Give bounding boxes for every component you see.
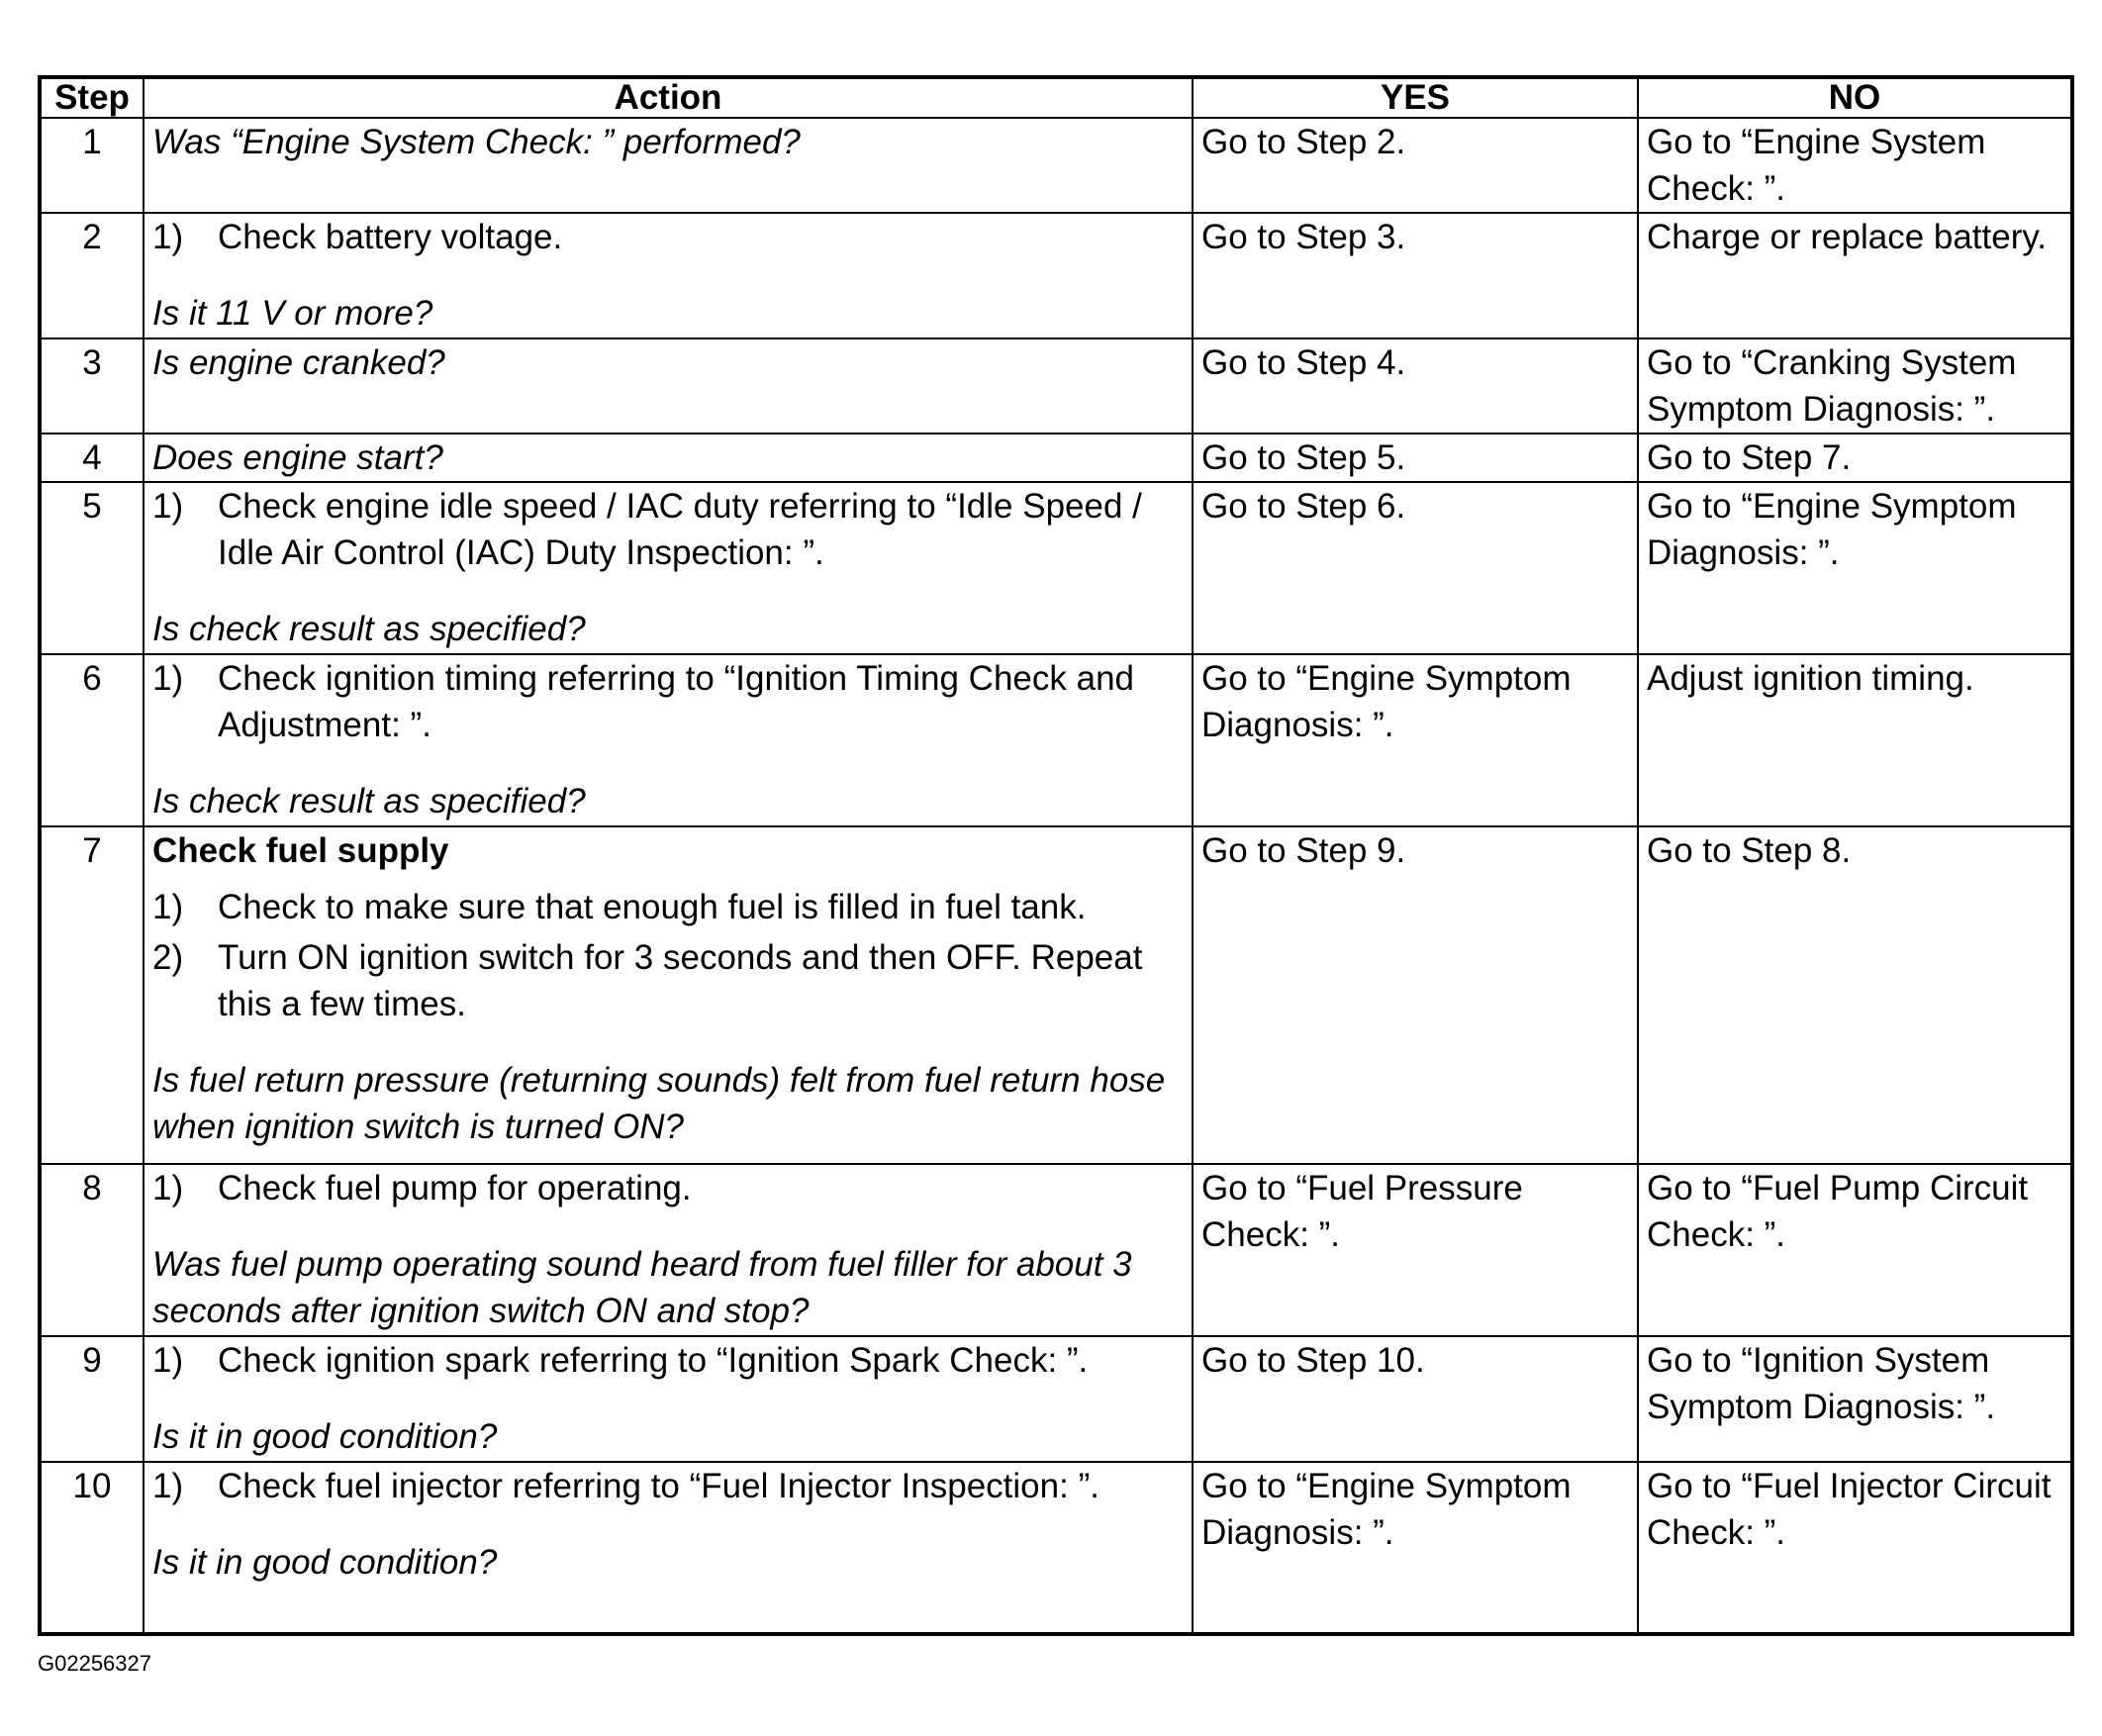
action-question: Is check result as specified? xyxy=(152,782,586,820)
action-question: Is it in good condition? xyxy=(152,1417,498,1456)
no-result: Go to “Fuel Pump Circuit Check: ”. xyxy=(1638,1164,2072,1336)
action-item-text: Check fuel pump for operating. xyxy=(218,1169,692,1207)
action-cell xyxy=(143,1336,1193,1462)
action-question: Is it in good condition? xyxy=(152,1543,498,1582)
yes-result: Go to Step 5. xyxy=(1193,434,1638,482)
action-item-text: Check to make sure that enough fuel is filled in fuel tank. xyxy=(218,888,1087,926)
table-row xyxy=(40,1462,2072,1634)
action-item-number: 1) xyxy=(152,1341,184,1380)
figure-id: G02256327 xyxy=(38,1651,151,1676)
action-item xyxy=(152,1337,1184,1384)
action-item xyxy=(152,934,1184,1027)
action-item-number: 1) xyxy=(152,1467,184,1505)
table-body xyxy=(40,118,2072,1634)
action-cell xyxy=(143,1462,1193,1634)
yes-result: Go to Step 10. xyxy=(1193,1336,1638,1462)
action-cell xyxy=(143,338,1193,434)
action-item xyxy=(152,1463,1184,1509)
action-item-text: Check engine idle speed / IAC duty referring to “Idle Speed / Idle Air Control (IAC) Duty Inspection: ”. xyxy=(218,487,1142,572)
table-row xyxy=(40,654,2072,826)
action-cell xyxy=(143,213,1193,338)
no-result: Go to “Ignition System Symptom Diagnosis: ”. xyxy=(1638,1336,2072,1462)
header-step: Step xyxy=(40,77,143,118)
action-item-text: Check ignition timing referring to “Ignition Timing Check and Adjustment: ”. xyxy=(218,659,1134,744)
step-number: 8 xyxy=(40,1164,143,1336)
action-item-text: Check battery voltage. xyxy=(218,218,563,256)
action-title: Check fuel supply xyxy=(152,831,449,870)
step-number: 3 xyxy=(40,338,143,434)
action-question: Does engine start? xyxy=(152,438,443,477)
action-item-text: Check ignition spark referring to “Ignition Spark Check: ”. xyxy=(218,1341,1089,1380)
action-item xyxy=(152,483,1184,576)
table-row xyxy=(40,482,2072,654)
action-question: Is engine cranked? xyxy=(152,343,445,382)
header-action: Action xyxy=(143,77,1193,118)
action-item-number: 2) xyxy=(152,938,184,977)
yes-result: Go to Step 9. xyxy=(1193,826,1638,1164)
step-number: 10 xyxy=(40,1462,143,1634)
table-row xyxy=(40,118,2072,213)
no-result: Go to “Cranking System Symptom Diagnosis: ”. xyxy=(1638,338,2072,434)
action-question: Was fuel pump operating sound heard from fuel filler for about 3 seconds after ignition switch ON and stop? xyxy=(152,1245,1132,1330)
yes-result: Go to Step 6. xyxy=(1193,482,1638,654)
table-row xyxy=(40,338,2072,434)
yes-result: Go to Step 2. xyxy=(1193,118,1638,213)
yes-result: Go to “Engine Symptom Diagnosis: ”. xyxy=(1193,1462,1638,1634)
action-cell xyxy=(143,482,1193,654)
action-item xyxy=(152,884,1184,930)
yes-result: Go to “Engine Symptom Diagnosis: ”. xyxy=(1193,654,1638,826)
action-item-number: 1) xyxy=(152,659,184,698)
table-row xyxy=(40,213,2072,338)
action-item xyxy=(152,214,1184,260)
action-cell xyxy=(143,654,1193,826)
step-number: 7 xyxy=(40,826,143,1164)
table-row xyxy=(40,1336,2072,1462)
action-question: Is fuel return pressure (returning sounds) felt from fuel return hose when ignition switch is turned ON? xyxy=(152,1061,1166,1146)
action-item-number: 1) xyxy=(152,487,184,526)
header-no: NO xyxy=(1638,77,2072,118)
table-row xyxy=(40,434,2072,482)
action-item-text: Turn ON ignition switch for 3 seconds and then OFF. Repeat this a few times. xyxy=(218,938,1143,1023)
no-result: Charge or replace battery. xyxy=(1638,213,2072,338)
diagnostic-table xyxy=(38,75,2074,1636)
action-item xyxy=(152,1165,1184,1211)
action-item-text: Check fuel injector referring to “Fuel Injector Inspection: ”. xyxy=(218,1467,1099,1505)
no-result: Go to Step 7. xyxy=(1638,434,2072,482)
yes-result: Go to “Fuel Pressure Check: ”. xyxy=(1193,1164,1638,1336)
header-yes: YES xyxy=(1193,77,1638,118)
action-cell xyxy=(143,434,1193,482)
action-question: Was “Engine System Check: ” performed? xyxy=(152,123,801,161)
action-cell xyxy=(143,118,1193,213)
step-number: 4 xyxy=(40,434,143,482)
no-result: Go to Step 8. xyxy=(1638,826,2072,1164)
action-item-number: 1) xyxy=(152,888,184,926)
no-result: Go to “Engine Symptom Diagnosis: ”. xyxy=(1638,482,2072,654)
header-row xyxy=(40,77,2072,118)
action-cell xyxy=(143,826,1193,1164)
action-item-number: 1) xyxy=(152,218,184,256)
action-cell xyxy=(143,1164,1193,1336)
step-number: 1 xyxy=(40,118,143,213)
step-number: 2 xyxy=(40,213,143,338)
yes-result: Go to Step 3. xyxy=(1193,213,1638,338)
table-row xyxy=(40,826,2072,1164)
table-row xyxy=(40,1164,2072,1336)
action-item xyxy=(152,655,1184,748)
step-number: 9 xyxy=(40,1336,143,1462)
action-item-number: 1) xyxy=(152,1169,184,1207)
no-result: Go to “Engine System Check: ”. xyxy=(1638,118,2072,213)
yes-result: Go to Step 4. xyxy=(1193,338,1638,434)
step-number: 6 xyxy=(40,654,143,826)
action-question: Is it 11 V or more? xyxy=(152,294,433,333)
step-number: 5 xyxy=(40,482,143,654)
no-result: Go to “Fuel Injector Circuit Check: ”. xyxy=(1638,1462,2072,1634)
action-question: Is check result as specified? xyxy=(152,610,586,648)
no-result: Adjust ignition timing. xyxy=(1638,654,2072,826)
